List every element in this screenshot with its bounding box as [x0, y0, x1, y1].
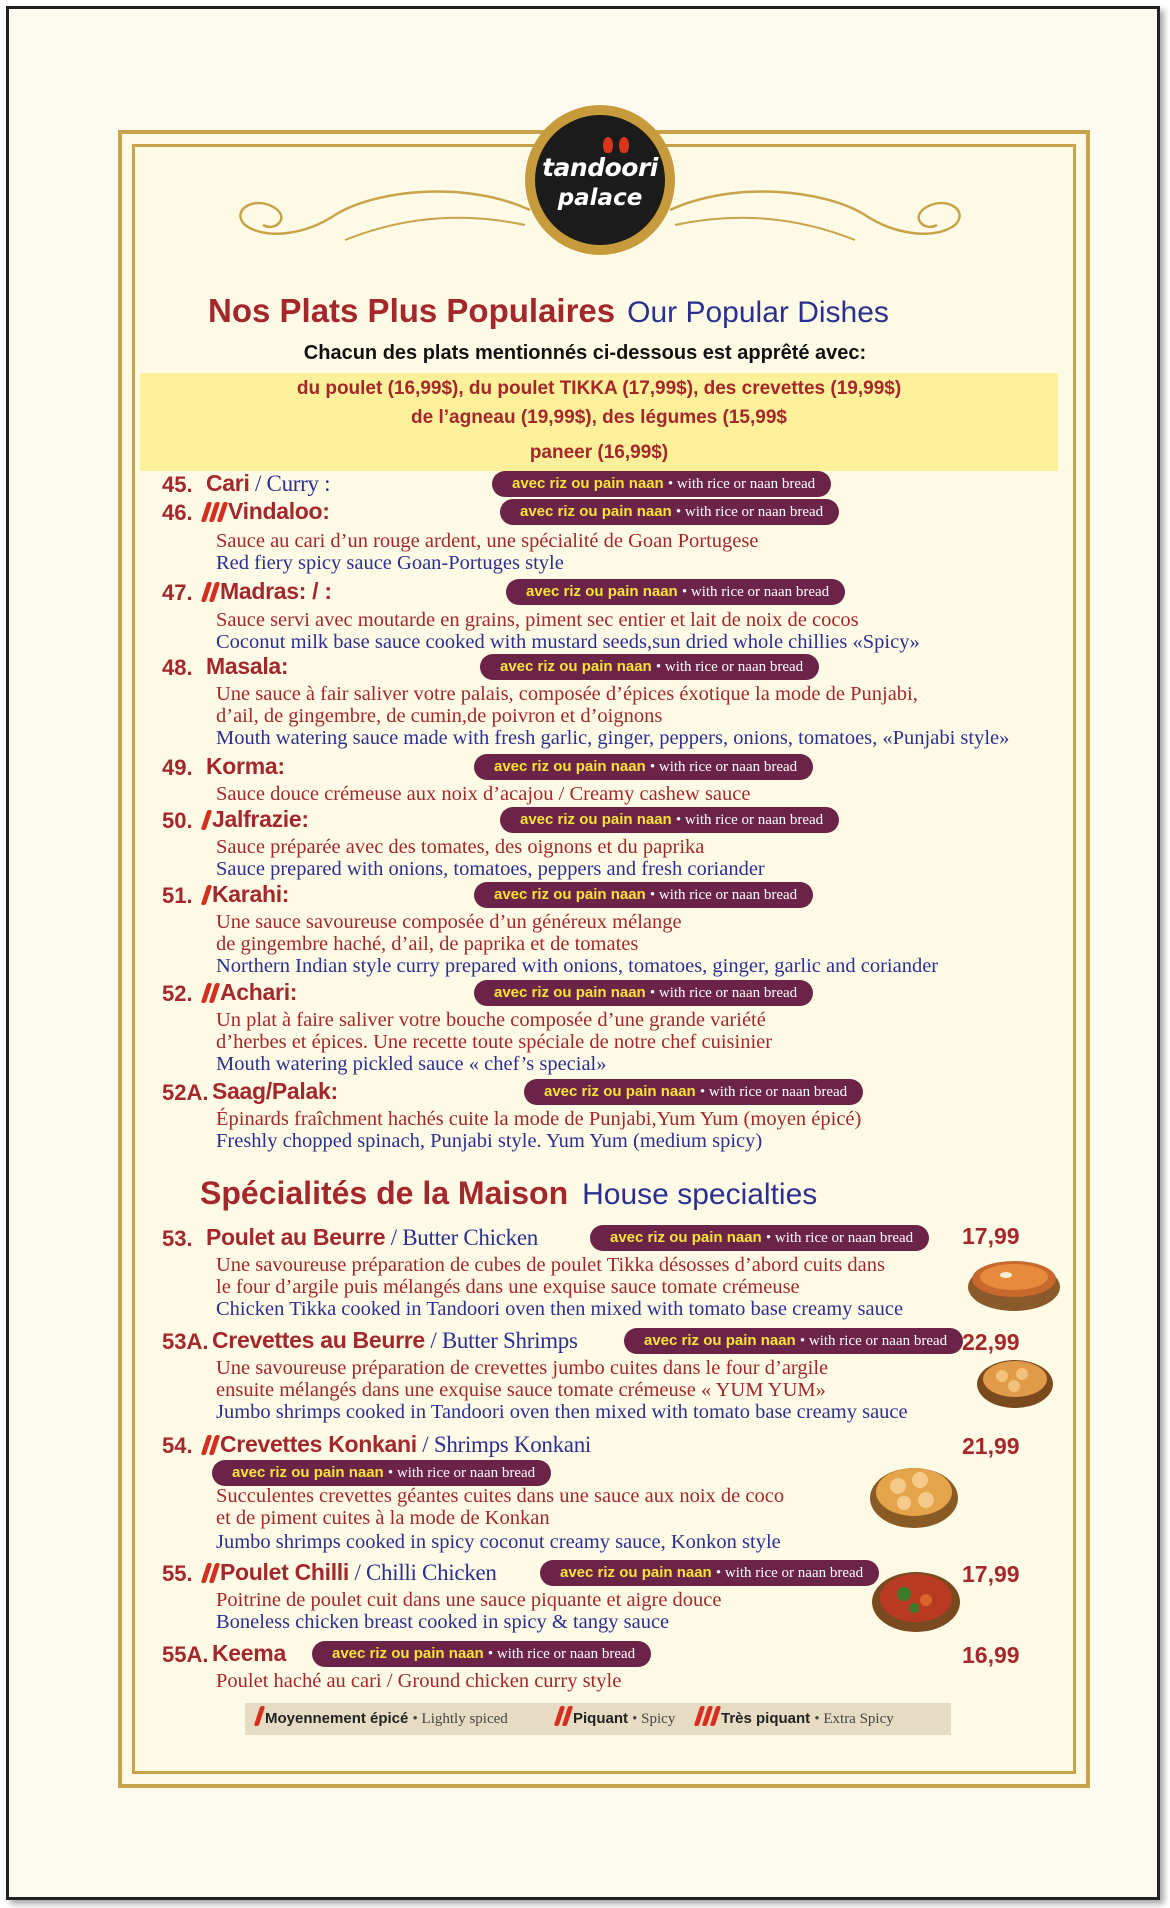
spice-level-icon: [204, 806, 212, 832]
badge-en: • with rice or naan bread: [655, 659, 804, 675]
title2-fr: Spécialités de la Maison: [200, 1175, 569, 1211]
dish-number: 45.: [162, 472, 193, 497]
dish-name: [206, 753, 285, 780]
dish-name-fr: Crevettes au Beurre: [212, 1327, 425, 1353]
dish-description: et de piment cuites à la mode de Konkan: [216, 1507, 550, 1529]
dish-description: Poulet haché au cari / Ground chicken curry style: [216, 1670, 622, 1692]
dish-description: Red fiery spicy sauce Goan-Portuges style: [216, 552, 564, 574]
dish-description: Jumbo shrimps cooked in Tandoori oven then mixed with tomato base creamy sauce: [216, 1401, 908, 1423]
ornament-right-icon: [665, 180, 975, 260]
badge-en: • with rice or naan bread: [799, 1333, 948, 1349]
dish-description: Sauce au cari d’un rouge ardent, une spécialité de Goan Portugese: [216, 530, 759, 552]
legend-mild: Moyennement épicé: [265, 1710, 409, 1727]
badge-en: • with rice or naan bread: [649, 887, 798, 903]
dish-name-fr: Keema: [212, 1640, 286, 1666]
dish-description: Boneless chicken breast cooked in spicy & tangy sauce: [216, 1611, 670, 1633]
section-title-house: [200, 1175, 817, 1212]
spice-level-icon: [204, 498, 228, 524]
dish-description: le four d’argile puis mélangés dans une exquise sauce tomate crémeuse: [216, 1276, 800, 1298]
dish-name: [204, 498, 330, 525]
dish-name: [204, 806, 309, 833]
dish-name: [204, 1431, 591, 1458]
badge-fr: avec riz ou pain naan: [512, 475, 664, 492]
dish-number: 51.: [162, 883, 193, 908]
badge-fr: avec riz ou pain naan: [610, 1229, 762, 1246]
spice-level-icon: [204, 578, 220, 604]
badge-en: • with rice or naan bread: [649, 985, 798, 1001]
logo: [535, 115, 665, 245]
dish-name: [206, 653, 288, 680]
dish-name-fr: Jalfrazie:: [212, 806, 309, 832]
badge-fr: avec riz ou pain naan: [494, 984, 646, 1001]
dish-number: 53.: [162, 1226, 193, 1251]
rice-or-naan-badge: [212, 1460, 551, 1486]
dish-number: 55A.: [162, 1642, 209, 1667]
title-en: Our Popular Dishes: [627, 296, 889, 329]
badge-fr: avec riz ou pain naan: [494, 758, 646, 775]
dish-name-fr: Korma:: [206, 753, 285, 779]
dish-name-en: / Chilli Chicken: [349, 1560, 497, 1585]
rice-or-naan-badge: [480, 654, 819, 680]
dish-name: [212, 1640, 286, 1667]
butter-chicken-image: [966, 1247, 1062, 1315]
dish-number: 50.: [162, 808, 193, 833]
rice-or-naan-badge: [492, 471, 831, 497]
dish-price: 21,99: [962, 1433, 1020, 1459]
badge-fr: avec riz ou pain naan: [644, 1332, 796, 1349]
dish-description: Northern Indian style curry prepared with onions, tomatoes, ginger, garlic and coriander: [216, 955, 939, 977]
badge-en: • with rice or naan bread: [649, 759, 798, 775]
rice-or-naan-badge: [500, 499, 839, 525]
badge-en: • with rice or naan bread: [675, 504, 824, 520]
badge-fr: avec riz ou pain naan: [544, 1083, 696, 1100]
dish-name: [206, 470, 330, 497]
dish-name-fr: Crevettes Konkani: [220, 1431, 417, 1457]
spice-level-icon: [204, 1431, 220, 1457]
spice-level-icon: [204, 979, 220, 1005]
dish-name-fr: Masala:: [206, 653, 289, 679]
legend-extra-en: • Extra Spicy: [814, 1711, 894, 1727]
dish-description: Sauce préparée avec des tomates, des oignons et du paprika: [216, 836, 705, 858]
dish-description: ensuite mélangés dans une exquise sauce tomate crémeuse « YUM YUM»: [216, 1379, 826, 1401]
dish-name-fr: Cari: [206, 470, 250, 496]
rice-or-naan-badge: [506, 579, 845, 605]
badge-en: • with rice or naan bread: [387, 1465, 536, 1481]
legend-spicy: Piquant: [573, 1710, 628, 1727]
intro-text: Chacun des plats mentionnés ci-dessous est apprêté avec:: [303, 342, 867, 364]
dish-price: 17,99: [962, 1561, 1020, 1587]
butter-shrimps-image: [972, 1346, 1058, 1416]
dish-number: 49.: [162, 755, 193, 780]
dish-number: 52.: [162, 981, 193, 1006]
logo-text-line1: tandoori: [542, 153, 658, 182]
dish-name-en: / Shrimps Konkani: [416, 1432, 591, 1457]
badge-en: • with rice or naan bread: [715, 1565, 864, 1581]
rice-or-naan-badge: [474, 754, 813, 780]
badge-en: • with rice or naan bread: [765, 1230, 914, 1246]
badge-fr: avec riz ou pain naan: [500, 658, 652, 675]
dish-name-en: / Butter Shrimps: [424, 1328, 578, 1353]
dish-name-fr: Achari:: [220, 979, 298, 1005]
dish-name-fr: Vindaloo:: [228, 498, 330, 524]
dish-description: d’ail, de gingembre, de cumin,de poivron et d’oignons: [216, 705, 663, 727]
dish-description: de gingembre haché, d’ail, de paprika et de tomates: [216, 933, 639, 955]
dish-name-fr: Poulet au Beurre: [206, 1224, 386, 1250]
dish-name: [204, 881, 289, 908]
dish-description: Une sauce savoureuse composée d’un généreux mélange: [216, 911, 682, 933]
dish-description: Sauce douce crémeuse aux noix d’acajou / Creamy cashew sauce: [216, 783, 751, 805]
dish-description: Épinards fraîchment hachés cuite la mode de Punjabi,Yum Yum (moyen épicé): [216, 1108, 862, 1130]
dish-name-fr: Karahi:: [212, 881, 290, 907]
dish-name: [204, 979, 297, 1006]
badge-fr: avec riz ou pain naan: [520, 503, 672, 520]
legend-extra: Très piquant: [721, 1710, 811, 1727]
rice-or-naan-badge: [312, 1641, 651, 1667]
rice-or-naan-badge: [590, 1225, 929, 1251]
section-title-popular: [208, 292, 889, 330]
dish-description: Une sauce à fair saliver votre palais, composée d’épices éxotique la mode de Punjabi,: [216, 683, 918, 705]
legend-spicy-en: • Spicy: [632, 1711, 676, 1727]
dish-description: Coconut milk base sauce cooked with mustard seeds,sun dried whole chillies «Spicy»: [216, 631, 920, 653]
logo-text-line2: palace: [557, 185, 643, 211]
rice-or-naan-badge: [500, 807, 839, 833]
badge-fr: avec riz ou pain naan: [520, 811, 672, 828]
badge-fr: avec riz ou pain naan: [526, 583, 678, 600]
dish-name: [204, 1559, 497, 1586]
rice-or-naan-badge: [474, 980, 813, 1006]
dish-number: 46.: [162, 500, 193, 525]
badge-en: • with rice or naan bread: [667, 476, 816, 492]
badge-fr: avec riz ou pain naan: [494, 886, 646, 903]
rice-or-naan-badge: [524, 1079, 863, 1105]
dish-description: d’herbes et épices. Une recette toute spéciale de notre chef cuisinier: [216, 1031, 773, 1053]
dish-description: Poitrine de poulet cuit dans une sauce piquante et aigre douce: [216, 1589, 722, 1611]
title2-en: House specialties: [582, 1178, 818, 1211]
spice-level-icon: [204, 1559, 220, 1585]
badge-en: • with rice or naan bread: [681, 584, 830, 600]
dish-description: Mouth watering pickled sauce « chef’s special»: [216, 1053, 607, 1075]
title-fr: Nos Plats Plus Populaires: [208, 292, 616, 329]
dish-name: [206, 1224, 538, 1251]
dish-number: 55.: [162, 1561, 193, 1586]
dish-number: 52A.: [162, 1080, 209, 1105]
option-line: du poulet (16,99$), du poulet TIKKA (17,99$), des crevettes (19,99$): [296, 378, 902, 399]
spice-legend: [245, 1703, 951, 1735]
badge-fr: avec riz ou pain naan: [232, 1464, 384, 1481]
spice-level-icon: [204, 881, 212, 907]
rice-or-naan-badge: [624, 1328, 963, 1354]
dish-price: 17,99: [962, 1223, 1020, 1249]
chilli-chicken-image: [866, 1560, 966, 1638]
badge-en: • with rice or naan bread: [699, 1084, 848, 1100]
dish-description: Une savoureuse préparation de cubes de poulet Tikka désosses d’abord cuits dans: [216, 1254, 885, 1276]
badge-en: • with rice or naan bread: [675, 812, 824, 828]
rice-or-naan-badge: [540, 1560, 879, 1586]
shrimps-konkani-image: [864, 1448, 964, 1534]
dish-name-fr: Saag/Palak:: [212, 1078, 338, 1104]
dish-description: Chicken Tikka cooked in Tandoori oven then mixed with tomato base creamy sauce: [216, 1298, 904, 1320]
rice-or-naan-badge: [474, 882, 813, 908]
legend-mild-en: • Lightly spiced: [412, 1711, 508, 1727]
badge-fr: avec riz ou pain naan: [560, 1564, 712, 1581]
dish-number: 48.: [162, 655, 193, 680]
dish-number: 53A.: [162, 1329, 209, 1354]
ornament-left-icon: [225, 180, 535, 260]
dish-number: 54.: [162, 1433, 193, 1458]
badge-en: • with rice or naan bread: [487, 1646, 636, 1662]
dish-name: [204, 578, 332, 605]
dish-description: Succulentes crevettes géantes cuites dans une sauce aux noix de coco: [216, 1485, 785, 1507]
dish-name-fr: Madras: / :: [220, 578, 332, 604]
dish-description: Une savoureuse préparation de crevettes jumbo cuites dans le four d’argile: [216, 1357, 829, 1379]
dish-name-fr: Poulet Chilli: [220, 1559, 349, 1585]
dish-description: Un plat à faire saliver votre bouche composée d’une grande variété: [216, 1009, 766, 1031]
dish-name-en: / Butter Chicken: [385, 1225, 538, 1250]
dish-name: [212, 1327, 578, 1354]
dish-price: 16,99: [962, 1642, 1020, 1668]
dish-price: 22,99: [962, 1329, 1020, 1355]
dish-name: [212, 1078, 338, 1105]
option-line: de l’agneau (19,99$), des légumes (15,99$: [411, 407, 787, 428]
badge-fr: avec riz ou pain naan: [332, 1645, 484, 1662]
dish-description: Sauce prepared with onions, tomatoes, peppers and fresh coriander: [216, 858, 765, 880]
dish-description: Sauce servi avec moutarde en grains, piment sec entier et lait de noix de cocos: [216, 609, 859, 631]
option-line: paneer (16,99$): [529, 442, 669, 463]
dish-name-en: / Curry :: [249, 471, 331, 496]
dish-description: Mouth watering sauce made with fresh garlic, ginger, peppers, onions, tomatoes, «Punjabi style»: [216, 727, 1010, 749]
dish-number: 47.: [162, 580, 193, 605]
dish-description: Jumbo shrimps cooked in spicy coconut creamy sauce, Konkon style: [216, 1531, 781, 1553]
dish-description: Freshly chopped spinach, Punjabi style. Yum Yum (medium spicy): [216, 1130, 763, 1152]
